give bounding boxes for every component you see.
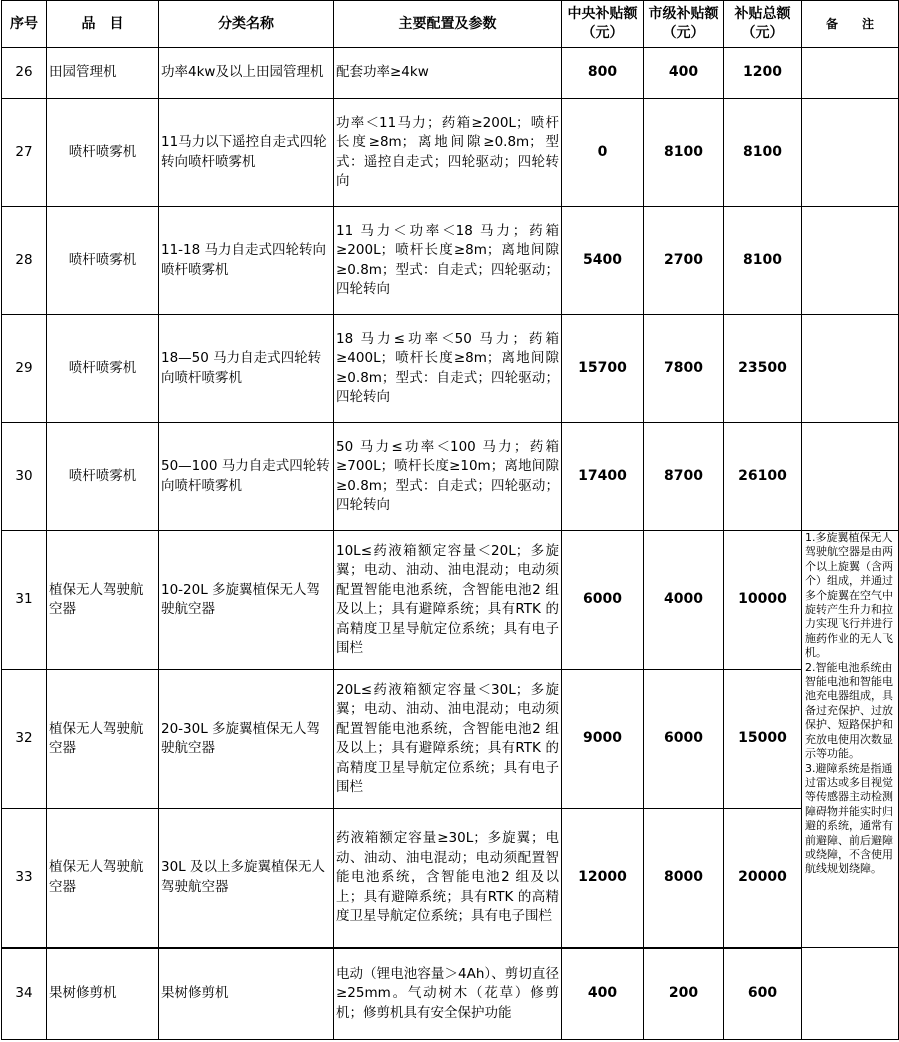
city-cell: 8000	[644, 809, 724, 948]
config-cell: 功率＜11马力；药箱≥200L；喷杆长度≥8m；离地间隙≥0.8m；型式：遥控自走式；四轮驱动；四轮转向	[334, 99, 562, 207]
config-cell: 电动（锂电池容量＞4Ah）、剪切直径≥25mm。气动树木（花草）修剪机；修剪机具有安全保护功能	[334, 948, 562, 1040]
header-config: 主要配置及参数	[334, 1, 562, 48]
total-cell: 23500	[724, 315, 802, 423]
config-cell: 配套功率≥4kw	[334, 48, 562, 99]
header-row	[2, 1, 899, 48]
central-cell: 5400	[562, 207, 644, 315]
config-cell: 11 马力＜功率＜18 马力；药箱≥200L；喷杆长度≥8m；离地间隙≥0.8m；型式：自走式；四轮驱动；四轮转向	[334, 207, 562, 315]
item-cell: 喷杆喷雾机	[47, 207, 159, 315]
city-cell: 8700	[644, 423, 724, 531]
remark-notes	[802, 531, 899, 948]
central-cell: 9000	[562, 670, 644, 809]
central-cell: 800	[562, 48, 644, 99]
config-cell: 20L≤药液箱额定容量＜30L；多旋翼；电动、油动、油电混动；电动须配置智能电池系统，含智能电池2 组及以上；具有避障系统；具有RTK 的高精度卫星导航定位系统；具有电子围栏	[334, 670, 562, 809]
item-cell: 田园管理机	[47, 48, 159, 99]
item-cell: 果树修剪机	[47, 948, 159, 1040]
header-total: 补贴总额（元）	[724, 1, 802, 48]
total-cell: 15000	[724, 670, 802, 809]
central-cell: 400	[562, 948, 644, 1040]
table-row	[2, 99, 899, 207]
total-cell: 600	[724, 948, 802, 1040]
category-cell: 功率4kw及以上田园管理机	[159, 48, 334, 99]
total-cell: 10000	[724, 531, 802, 670]
item-cell: 喷杆喷雾机	[47, 423, 159, 531]
seq-cell: 32	[2, 670, 47, 809]
remark-note-2: 2.智能电池系统由智能电池和智能电池充电器组成，具备过充保护、过放保护、短路保护和充放电使用次数显示等功能。	[805, 660, 893, 761]
remark-cell	[802, 207, 899, 315]
remark-note-3: 3.避障系统是指通过雷达或多目视觉等传感器主动检测障碍物并能实时归避的系统，通常有前避障、前后避障或绕障，不含使用航线规划绕障。	[805, 761, 893, 876]
table-row	[2, 48, 899, 99]
seq-cell: 30	[2, 423, 47, 531]
header-category: 分类名称	[159, 1, 334, 48]
category-cell: 11马力以下遥控自走式四轮转向喷杆喷雾机	[159, 99, 334, 207]
config-cell: 药液箱额定容量≥30L；多旋翼；电动、油动、油电混动；电动须配置智能电池系统，含智能电池2 组及以上；具有避障系统；具有RTK 的高精度卫星导航定位系统；具有电子围栏	[334, 809, 562, 948]
city-cell: 6000	[644, 670, 724, 809]
header-seq: 序号	[2, 1, 47, 48]
central-cell: 15700	[562, 315, 644, 423]
category-cell: 11-18 马力自走式四轮转向喷杆喷雾机	[159, 207, 334, 315]
category-cell: 18—50 马力自走式四轮转向喷杆喷雾机	[159, 315, 334, 423]
table-row	[2, 315, 899, 423]
item-cell: 喷杆喷雾机	[47, 99, 159, 207]
header-central: 中央补贴额（元）	[562, 1, 644, 48]
remark-cell	[802, 48, 899, 99]
header-remark: 备 注	[802, 1, 899, 48]
central-cell: 12000	[562, 809, 644, 948]
seq-cell: 28	[2, 207, 47, 315]
config-cell: 10L≤药液箱额定容量＜20L；多旋翼；电动、油动、油电混动；电动须配置智能电池系统，含智能电池2 组及以上；具有避障系统；具有RTK 的高精度卫星导航定位系统；具有电子围栏	[334, 531, 562, 670]
city-cell: 200	[644, 948, 724, 1040]
city-cell: 4000	[644, 531, 724, 670]
remark-cell	[802, 99, 899, 207]
total-cell: 1200	[724, 48, 802, 99]
total-cell: 26100	[724, 423, 802, 531]
city-cell: 400	[644, 48, 724, 99]
table-row	[2, 809, 899, 948]
config-cell: 18 马力≤功率＜50 马力；药箱≥400L；喷杆长度≥8m；离地间隙≥0.8m；型式：自走式；四轮驱动；四轮转向	[334, 315, 562, 423]
seq-cell: 29	[2, 315, 47, 423]
city-cell: 7800	[644, 315, 724, 423]
header-item: 品 目	[47, 1, 159, 48]
header-city: 市级补贴额（元）	[644, 1, 724, 48]
central-cell: 0	[562, 99, 644, 207]
remark-cell	[802, 423, 899, 531]
item-cell: 植保无人驾驶航空器	[47, 670, 159, 809]
seq-cell: 27	[2, 99, 47, 207]
remark-note-1: 1.多旋翼植保无人驾驶航空器是由两个以上旋翼（含两个）组成，并通过多个旋翼在空气中旋转产生升力和拉力实现飞行并进行施药作业的无人飞机。	[805, 531, 893, 660]
seq-cell: 31	[2, 531, 47, 670]
table-row	[2, 423, 899, 531]
table-row	[2, 670, 899, 809]
item-cell: 喷杆喷雾机	[47, 315, 159, 423]
subsidy-table	[1, 0, 899, 1040]
category-cell: 10-20L 多旋翼植保无人驾驶航空器	[159, 531, 334, 670]
item-cell: 植保无人驾驶航空器	[47, 531, 159, 670]
category-cell: 果树修剪机	[159, 948, 334, 1040]
total-cell: 20000	[724, 809, 802, 948]
category-cell: 50—100 马力自走式四轮转向喷杆喷雾机	[159, 423, 334, 531]
total-cell: 8100	[724, 99, 802, 207]
city-cell: 8100	[644, 99, 724, 207]
total-cell: 8100	[724, 207, 802, 315]
remark-cell	[802, 948, 899, 1040]
table-row	[2, 531, 899, 670]
central-cell: 17400	[562, 423, 644, 531]
item-cell: 植保无人驾驶航空器	[47, 809, 159, 948]
remark-cell	[802, 315, 899, 423]
config-cell: 50 马力≤功率＜100 马力；药箱≥700L；喷杆长度≥10m；离地间隙≥0.8m；型式：自走式；四轮驱动；四轮转向	[334, 423, 562, 531]
table-row	[2, 948, 899, 1040]
category-cell: 30L 及以上多旋翼植保无人驾驶航空器	[159, 809, 334, 948]
seq-cell: 26	[2, 48, 47, 99]
city-cell: 2700	[644, 207, 724, 315]
seq-cell: 33	[2, 809, 47, 948]
central-cell: 6000	[562, 531, 644, 670]
table-row	[2, 207, 899, 315]
seq-cell: 34	[2, 948, 47, 1040]
category-cell: 20-30L 多旋翼植保无人驾驶航空器	[159, 670, 334, 809]
